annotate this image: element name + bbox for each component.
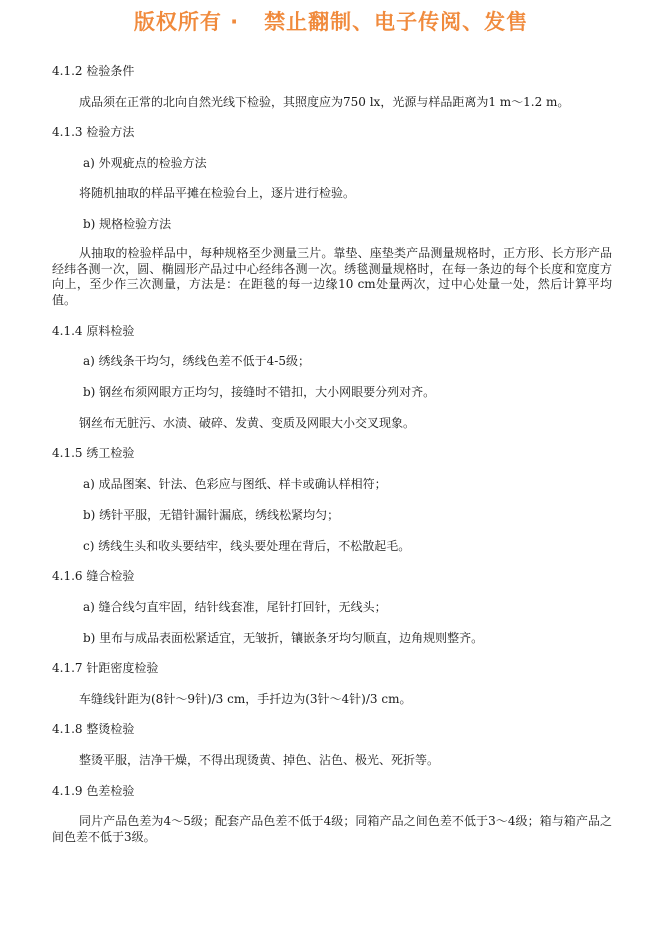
copyright-watermark-banner: 版权所有 · 禁止翻制、电子传阅、发售 xyxy=(133,10,529,34)
list-item-seam-line: a) 缝合线匀直牢固，结针线套准，尾针打回针，无线头； xyxy=(83,600,387,614)
list-item-thread-ends: c) 绣线生头和收头要结牢，线头要处理在背后，不松散起毛。 xyxy=(83,539,411,553)
paragraph-inspection-conditions: 成品须在正常的北向自然光线下检验，其照度应为750 lx，光源与样品距离为1 m～1.2 m。 xyxy=(79,95,570,109)
section-heading-4-1-9: 4.1.9 色差检验 xyxy=(52,784,135,798)
list-item-pattern-match: a) 成品图案、针法、色彩应与图纸、样卡或确认样相符； xyxy=(83,477,387,491)
paragraph-size-method: 从抽取的检验样品中，每种规格至少测量三片。靠垫、座垫类产品测量规格时，正方形、长方形产品经纬各测一次，圆、椭圆形产品过中心经纬各测一次。绣毯测量规格时，在每一条边的每个长度和宽度方向上，至少作三次测量，方法是：在距毯的每一边缘10 cm处量两次，过中心处量一处，然后计算平均值。 xyxy=(52,246,612,307)
section-heading-4-1-5: 4.1.5 绣工检验 xyxy=(52,446,135,460)
section-heading-4-1-6: 4.1.6 缝合检验 xyxy=(52,569,135,583)
section-heading-4-1-3: 4.1.3 检验方法 xyxy=(52,125,135,139)
section-heading-4-1-2: 4.1.2 检验条件 xyxy=(52,64,135,78)
list-item-wire-cloth-mesh: b) 钢丝布须网眼方正均匀，接缝时不错扣，大小网眼要分列对齐。 xyxy=(83,385,436,399)
paragraph-stitch-density: 车缝线针距为(8针～9针)/3 cm，手扦边为(3针～4针)/3 cm。 xyxy=(79,692,412,706)
list-item-thread-quality: a) 绣线条干均匀，绣线色差不低于4-5级； xyxy=(83,354,310,368)
paragraph-color-difference: 同片产品色差为4～5级；配套产品色差不低于4级；同箱产品之间色差不低于3～4级；箱与箱产品之间色差不低于3级。 xyxy=(52,814,612,844)
list-item-size-method: b) 规格检验方法 xyxy=(83,217,172,231)
paragraph-wire-cloth-defects: 钢丝布无脏污、水渍、破碎、发黄、变质及网眼大小交叉现象。 xyxy=(79,416,416,430)
list-item-stitch-flatness: b) 绣针平服，无错针漏针漏底，绣线松紧均匀； xyxy=(83,508,340,522)
paragraph-appearance-method: 将随机抽取的样品平摊在检验台上，逐片进行检验。 xyxy=(79,186,356,200)
list-item-appearance-method: a) 外观疵点的检验方法 xyxy=(83,156,207,170)
list-item-lining-fit: b) 里布与成品表面松紧适宜，无皱折，镶嵌条牙均匀顺直，边角规则整齐。 xyxy=(83,631,484,645)
section-heading-4-1-7: 4.1.7 针距密度检验 xyxy=(52,661,159,675)
section-heading-4-1-8: 4.1.8 整烫检验 xyxy=(52,722,135,736)
section-heading-4-1-4: 4.1.4 原料检验 xyxy=(52,324,135,338)
paragraph-ironing: 整烫平服，洁净干燥，不得出现烫黄、掉色、沾色、极光、死折等。 xyxy=(79,753,440,767)
